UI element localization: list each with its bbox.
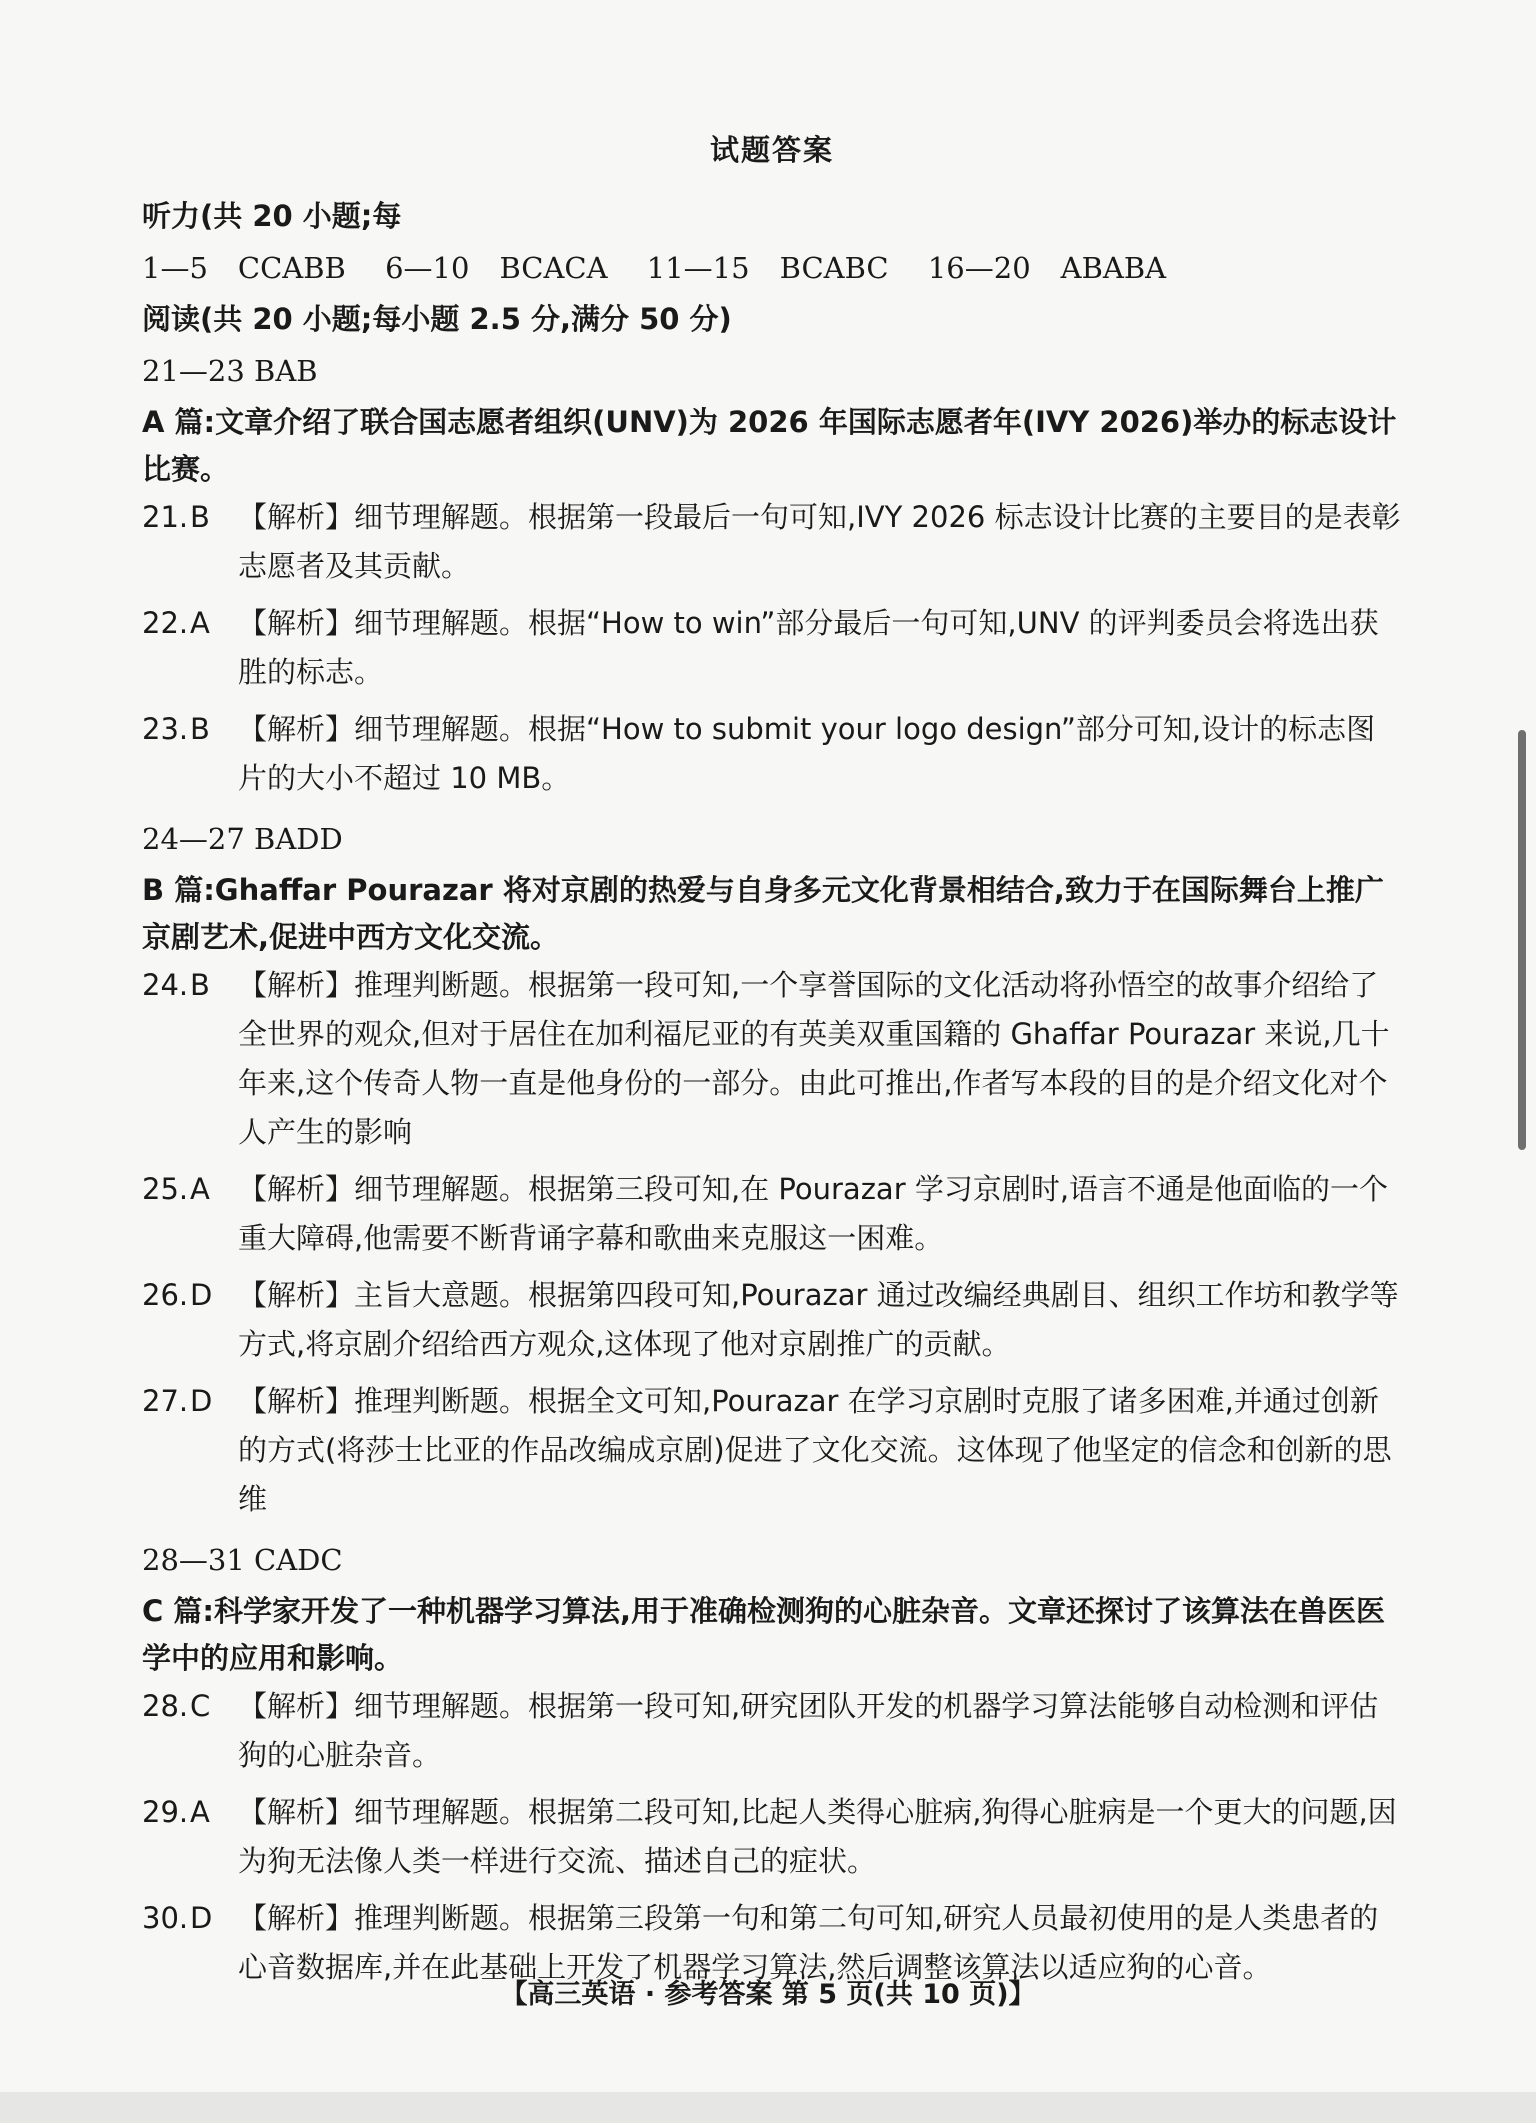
listening-group-range: 16—20 bbox=[927, 251, 1031, 285]
listening-group-answers: BCABC bbox=[779, 251, 889, 285]
item-explanation: 【解析】推理判断题。根据第一段可知,一个享誉国际的文化活动将孙悟空的故事介绍给了全世界的观众,但对于居住在加利福尼亚的有英美双重国籍的 Ghaffar Pourazar 来说,几十年来,这个传奇人物一直是他身份的一部分。由此可推出,作者写本段的目的是介绍文化对个人产生的影响 bbox=[238, 968, 1390, 1149]
item-explanation: 【解析】细节理解题。根据第一段可知,研究团队开发的机器学习算法能够自动检测和评估狗的心脏杂音。 bbox=[238, 1689, 1379, 1772]
item-explanation: 【解析】细节理解题。根据第三段可知,在 Pourazar 学习京剧时,语言不通是他面临的一个重大障碍,他需要不断背诵字幕和歌曲来克服这一困难。 bbox=[238, 1172, 1389, 1255]
item-answer: B bbox=[190, 500, 210, 534]
answer-item bbox=[142, 1271, 1402, 1369]
answer-item bbox=[142, 705, 1402, 803]
listening-group-range: 1—5 bbox=[142, 251, 208, 285]
item-number: 26. bbox=[142, 1278, 189, 1312]
item-answer: D bbox=[190, 1384, 213, 1418]
item-answer: D bbox=[190, 1278, 213, 1312]
item-explanation: 【解析】细节理解题。根据“How to win”部分最后一句可知,UNV 的评判委员会将选出获胜的标志。 bbox=[238, 606, 1379, 689]
item-number: 30. bbox=[142, 1901, 189, 1935]
answer-item bbox=[142, 1165, 1402, 1263]
item-explanation: 【解析】主旨大意题。根据第四段可知,Pourazar 通过改编经典剧目、组织工作坊和教学等方式,将京剧介绍给西方观众,这体现了他对京剧推广的贡献。 bbox=[238, 1278, 1399, 1361]
reading-header: 阅读(共 20 小题;每小题 2.5 分,满分 50 分) bbox=[142, 302, 732, 336]
answer-item bbox=[142, 493, 1402, 591]
set-a-answers: 21—23 BAB bbox=[142, 354, 318, 388]
item-answer: C bbox=[190, 1689, 211, 1723]
item-answer: B bbox=[190, 968, 210, 1002]
page-title: 试题答案 bbox=[709, 133, 834, 167]
bottom-band bbox=[0, 2092, 1536, 2123]
answer-item bbox=[142, 961, 1402, 1157]
listening-group-answers: CCABB bbox=[237, 251, 346, 285]
listening-group-range: 6—10 bbox=[385, 251, 470, 285]
listening-answers bbox=[142, 240, 1402, 296]
item-answer: D bbox=[190, 1901, 213, 1935]
answer-item bbox=[142, 599, 1402, 697]
item-explanation: 【解析】细节理解题。根据“How to submit your logo design”部分可知,设计的标志图片的大小不超过 10 MB。 bbox=[238, 712, 1376, 795]
answer-item bbox=[142, 1682, 1402, 1780]
item-number: 29. bbox=[142, 1795, 189, 1829]
item-answer: A bbox=[190, 1795, 210, 1829]
item-answer: A bbox=[190, 606, 210, 640]
item-number: 22. bbox=[142, 606, 189, 640]
item-number: 23. bbox=[142, 712, 189, 746]
listening-group-range: 11—15 bbox=[646, 251, 750, 285]
answer-item bbox=[142, 1377, 1402, 1524]
item-number: 25. bbox=[142, 1172, 189, 1206]
scrollbar-thumb[interactable] bbox=[1518, 730, 1526, 1150]
listening-group-answers: BCACA bbox=[499, 251, 608, 285]
answer-content bbox=[142, 128, 1402, 2000]
page-footer: 【高三英语 · 参考答案 第 5 页(共 10 页)】 bbox=[500, 1979, 1036, 2010]
item-number: 27. bbox=[142, 1384, 189, 1418]
set-c-summary: C 篇:科学家开发了一种机器学习算法,用于准确检测狗的心脏杂音。文章还探讨了该算法在兽医医学中的应用和影响。 bbox=[142, 1594, 1385, 1675]
item-explanation: 【解析】细节理解题。根据第一段最后一句可知,IVY 2026 标志设计比赛的主要目的是表彰志愿者及其贡献。 bbox=[238, 500, 1401, 583]
listening-group-answers: ABABA bbox=[1060, 251, 1167, 285]
answer-item bbox=[142, 1788, 1402, 1886]
item-explanation: 【解析】推理判断题。根据全文可知,Pourazar 在学习京剧时克服了诸多困难,并通过创新的方式(将莎士比亚的作品改编成京剧)促进了文化交流。这体现了他坚定的信念和创新的思维 bbox=[238, 1384, 1392, 1516]
set-b-answers: 24—27 BADD bbox=[142, 822, 343, 856]
item-number: 24. bbox=[142, 968, 189, 1002]
item-number: 21. bbox=[142, 500, 189, 534]
set-c-answers: 28—31 CADC bbox=[142, 1543, 343, 1577]
item-answer: A bbox=[190, 1172, 210, 1206]
item-explanation: 【解析】细节理解题。根据第二段可知,比起人类得心脏病,狗得心脏病是一个更大的问题,因为狗无法像人类一样进行交流、描述自己的症状。 bbox=[238, 1795, 1397, 1878]
set-b-summary: B 篇:Ghaffar Pourazar 将对京剧的热爱与自身多元文化背景相结合,致力于在国际舞台上推广京剧艺术,促进中西方文化交流。 bbox=[142, 873, 1384, 954]
listening-header: 听力(共 20 小题;每 bbox=[142, 199, 402, 233]
item-number: 28. bbox=[142, 1689, 189, 1723]
set-a-summary: A 篇:文章介绍了联合国志愿者组织(UNV)为 2026 年国际志愿者年(IVY 2026)举办的标志设计比赛。 bbox=[142, 405, 1397, 486]
item-explanation: 【解析】推理判断题。根据第三段第一句和第二句可知,研究人员最初使用的是人类患者的心音数据库,并在此基础上开发了机器学习算法,然后调整该算法以适应狗的心音。 bbox=[238, 1901, 1379, 1984]
item-answer: B bbox=[190, 712, 210, 746]
